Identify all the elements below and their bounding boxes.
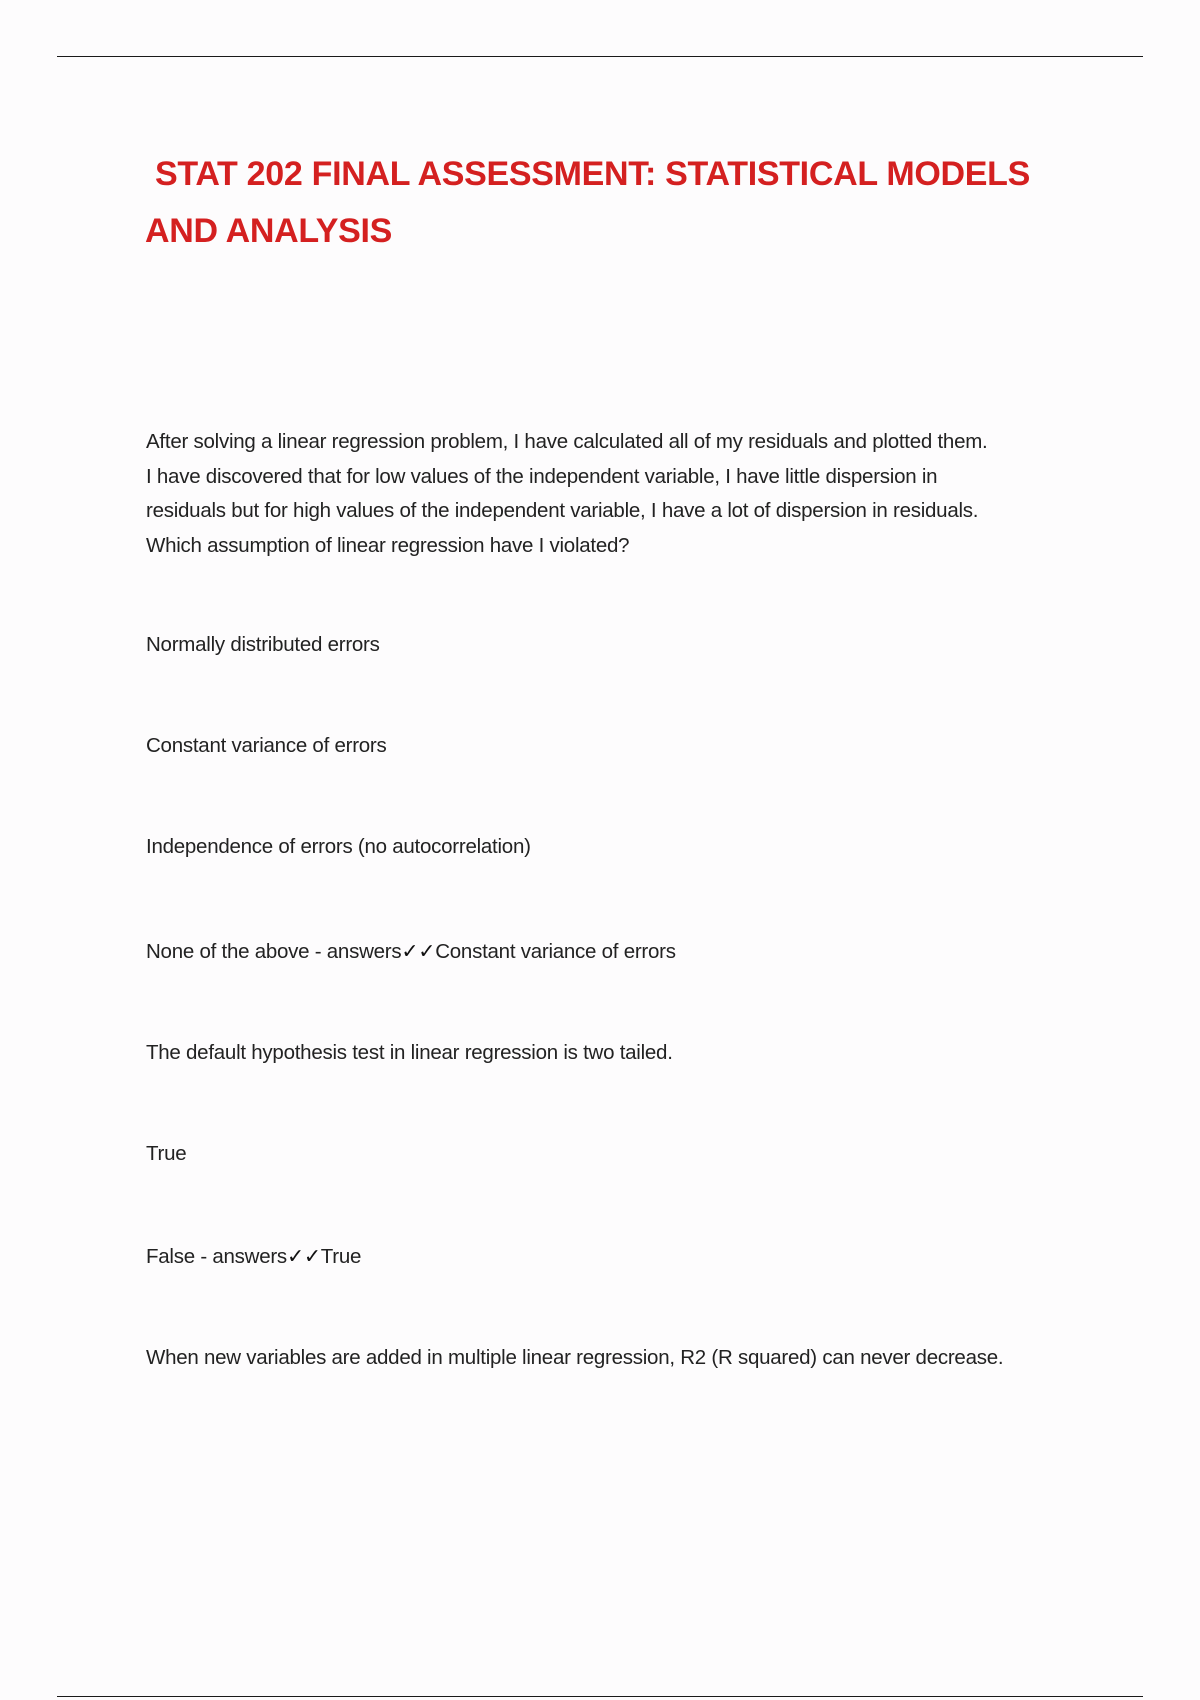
question-2-option-false-with-answer — [146, 1240, 361, 1275]
top-rule — [57, 56, 1143, 57]
question-1-option-d-with-answer — [146, 935, 676, 970]
question-1-option-b: Constant variance of errors — [146, 734, 387, 757]
question-1-answer: Constant variance of errors — [435, 940, 676, 963]
question-2-option-true: True — [146, 1142, 187, 1165]
question-1-line-4: Which assumption of linear regression have I violated? — [146, 533, 630, 557]
question-3-text: When new variables are added in multiple linear regression, R2 (R squared) can never decrease. — [146, 1346, 1004, 1369]
double-check-icon: ✓✓ — [401, 940, 436, 963]
question-1-option-d: None of the above - answers — [146, 940, 402, 963]
question-2-answer: True — [320, 1245, 362, 1268]
question-2-text: The default hypothesis test in linear regression is two tailed. — [146, 1041, 673, 1064]
document-title-line-2: AND ANALYSIS — [145, 212, 393, 250]
double-check-icon: ✓✓ — [286, 1245, 321, 1268]
question-1-text — [146, 425, 988, 563]
question-1-line-1: After solving a linear regression problem, I have calculated all of my residuals and plotted them. — [146, 430, 988, 453]
question-1-option-a: Normally distributed errors — [146, 633, 380, 656]
question-1-line-3: residuals but for high values of the independent variable, I have a lot of dispersion in residuals. — [146, 499, 979, 522]
question-1-option-c: Independence of errors (no autocorrelation) — [146, 835, 531, 858]
document-title-line-1: STAT 202 FINAL ASSESSMENT: STATISTICAL MODELS — [155, 155, 1030, 193]
bottom-rule — [57, 1696, 1143, 1697]
question-2-option-false: False - answers — [146, 1245, 287, 1268]
document-title — [146, 146, 1066, 260]
question-1-line-2: I have discovered that for low values of the independent variable, I have little dispersion in — [146, 464, 938, 488]
